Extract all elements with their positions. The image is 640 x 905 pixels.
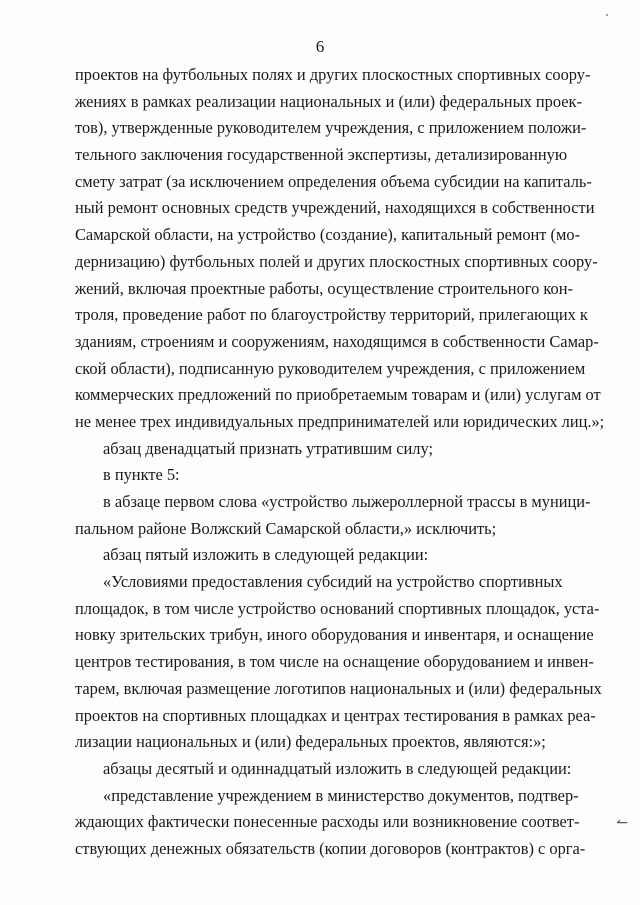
text-line: не менее трех индивидуальных предпринимателей или юридических лиц.»; — [75, 411, 605, 431]
text-line: в абзаце первом слова «устройство лыжероллерной трассы в муници- — [103, 492, 591, 511]
text-line: ской области), подписанную руководителем учреждения, с приложением — [75, 358, 586, 378]
text-line: в пункте 5: — [103, 465, 180, 485]
text-line: проектов на спортивных площадках и центрах тестирования в рамках реа- — [75, 705, 596, 725]
text-line: коммерческих предложений по приобретаемым товарам и (или) услугам от — [75, 385, 601, 405]
text-line: пальном районе Волжский Самарской области,» исключить; — [75, 518, 497, 538]
text-line: ждающих фактически понесенные расходы или возникновение соответ- — [75, 812, 580, 832]
text-line: жениях в рамках реализации национальных и (или) федеральных проек- — [75, 91, 582, 111]
text-line: «Условиями предоставления субсидий на устройство спортивных — [103, 572, 563, 592]
text-line: тельного заключения государственной экспертизы, детализированную — [75, 145, 568, 165]
text-line: дернизацию) футбольных полей и других плоскостных спортивных соору- — [75, 251, 598, 271]
margin-pen-mark: ↼ — [616, 815, 628, 831]
text-line: тарем, включая размещение логотипов национальных и (или) федеральных — [75, 678, 602, 698]
text-line: лизации национальных и (или) федеральных проектов, являются:»; — [75, 732, 546, 752]
document-body — [75, 62, 605, 863]
page-number: 6 — [315, 37, 325, 56]
text-line: Самарской области, на устройство (создание), капитальный ремонт (мо- — [75, 225, 581, 245]
text-line: новку зрительских трибун, иного оборудования и инвентаря, и оснащение — [75, 625, 594, 645]
text-line: троля, проведение работ по благоустройству территорий, прилегающих к — [75, 305, 588, 325]
text-line: «представление учреждением в министерство документов, подтвер- — [103, 785, 579, 805]
text-line: абзац пятый изложить в следующей редакции: — [103, 545, 429, 565]
text-line: ный ремонт основных средств учреждений, находящихся в собственности — [75, 198, 595, 218]
text-line: площадок, в том числе устройство оснований спортивных площадок, уста- — [75, 598, 600, 618]
text-line: смету затрат (за исключением определения объема субсидии на капиталь- — [75, 171, 592, 191]
text-line: зданиям, строениям и сооружениям, находящимся в собственности Самар- — [75, 331, 599, 351]
text-line: абзац двенадцатый признать утратившим силу; — [103, 438, 434, 458]
text-line: абзацы десятый и одиннадцатый изложить в следующей редакции: — [103, 758, 572, 778]
text-line: ствующих денежных обязательств (копии договоров (контрактов) с орга- — [75, 838, 586, 858]
text-line: тов), утвержденные руководителем учреждения, с приложением положи- — [75, 118, 587, 138]
text-line: проектов на футбольных полях и других плоскостных спортивных соору- — [75, 65, 591, 84]
text-line: жений, включая проектные работы, осуществление строительного кон- — [75, 278, 573, 298]
scan-speck — [606, 14, 608, 16]
text-line: центров тестирования, в том числе на оснащение оборудованием и инвен- — [75, 652, 594, 672]
